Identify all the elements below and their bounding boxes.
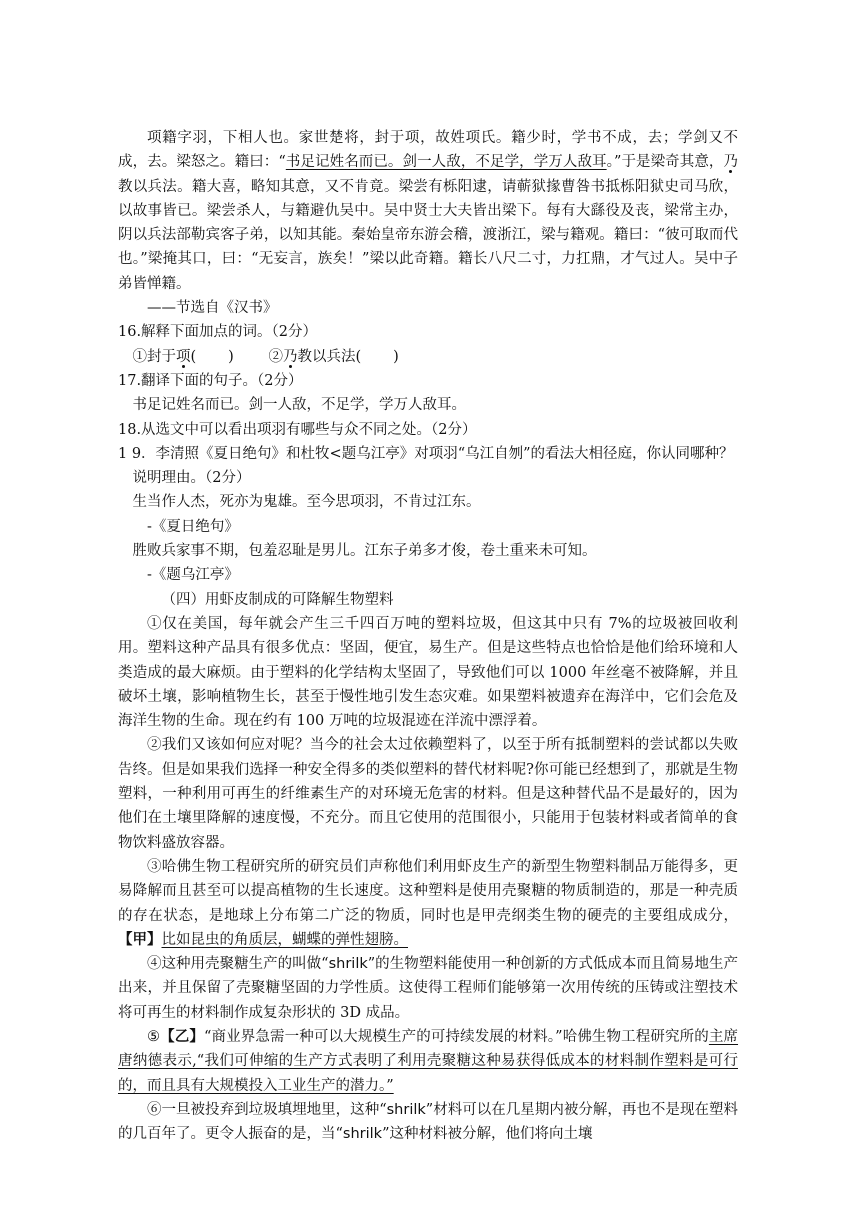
question-17-sentence: 书足记姓名而已。剑一人敌，不足学，学万人敌耳。 bbox=[132, 397, 466, 414]
poem-1: 生当作人杰，死亦为鬼雄。至今思项羽，不肯过江东。 bbox=[132, 494, 481, 511]
question-19: 1 9．李清照《夏日绝句》和杜牧<题乌江亭》对项羽“乌江自刎”的看法大相径庭，你认同哪种？ bbox=[118, 445, 734, 462]
poem-2-title: -《题乌江亭》 bbox=[147, 567, 239, 584]
underlined-quote: 书足记姓名而已。剑一人敌，不足学，学万人敌耳 bbox=[285, 154, 607, 171]
passage-paragraph: ③哈佛生物工程研究所的研究员们声称他们利用虾皮生产的新型生物塑料制品万能得多，更易降解而且甚至可以提高植物的生长速度。这种塑料是使用壳聚糖的物质制造的，那是一种壳质的存在状态，是地球上分布第二广泛的物质，同时也是甲壳纲类生物的硬壳的主要组成成分，【甲】比如昆虫的角质层，蝴蝶的弹性翅膀。 bbox=[118, 858, 738, 948]
section-heading: （四）用虾皮制成的可降解生物塑料 bbox=[161, 591, 394, 608]
passage-source: ——节选自《汉书》 bbox=[147, 300, 278, 317]
question-19-reason: 说明理由。（2分） bbox=[132, 470, 251, 487]
marker-jia: 【甲】 bbox=[118, 930, 162, 948]
dotted-word: 乃 bbox=[723, 154, 739, 171]
marker-yi: 【乙】 bbox=[160, 1027, 204, 1045]
dotted-word: 乃 bbox=[283, 348, 298, 365]
passage-paragraph: 项籍字羽，下相人也。家世楚将，封于项，故姓项氏。籍少时，学书不成，去；学剑又不成，去。梁怒之。籍曰：“书足记姓名而已。剑一人敌，不足学，学万人敌耳。”于是梁奇其意，乃教以兵法。籍大喜，略知其意，又不肯竟。梁尝有栎阳逮，请蕲狱掾曹咎书抵栎阳狱史司马欣，以故事皆已。梁尝杀人，与籍避仇吴中。吴中贤士大夫皆出梁下。每有大繇役及丧，梁常主办，阴以兵法部勒宾客子弟，以知其能。秦始皇帝东游会稽，渡浙江，梁与籍观。籍曰：“彼可取而代也。”梁掩其口，曰：“无妄言，族矣！”梁以此奇籍。籍长八尺二寸，力扛鼎，才气过人。吴中子弟皆惮籍。 bbox=[118, 130, 739, 292]
question-18: 18.从选文中可以看出项羽有哪些与众不同之处。（2分） bbox=[118, 421, 477, 438]
dotted-word: 项 bbox=[176, 348, 191, 365]
passage-paragraph: ②我们又该如何应对呢？当今的社会太过依赖塑料了，以至于所有抵制塑料的尝试都以失败告终。但是如果我们选择一种安全得多的类似塑料的替代材料呢?你可能已经想到了，那就是生物塑料，一种利用可再生的纤维素生产的对环境无危害的材料。但是这种替代品不是最好的，因为他们在土壤里降解的速度慢，不充分。而且它使用的范围很小，只能用于包装材料或者简单的食物饮料盛放容器。 bbox=[118, 737, 738, 851]
question-17: 17.翻译下面的句子。（2分） bbox=[118, 372, 303, 389]
passage-paragraph: ④这种用壳聚糖生产的叫做“shrilk”的生物塑料能使用一种创新的方式低成本而且简易地生产出来，并且保留了壳聚糖坚固的力学性质。这使得工程师们能够第一次用传统的压铸或注塑技术将可再生的材料制作成复杂形状的 3D 成品。 bbox=[118, 956, 738, 1021]
question-16-items: ①封于项( ) ②乃教以兵法( ) bbox=[132, 348, 399, 365]
underlined-sentence: 主席唐纳德表示,“我们可伸缩的生产方式表明了利用壳聚糖这种易获得低成本的材料制作塑料是可行的，而且具有大规模投入工业生产的潜力。” bbox=[118, 1028, 739, 1094]
document-page bbox=[118, 126, 738, 1146]
passage-paragraph: ⑤【乙】“商业界急需一种可以大规模生产的可持续发展的材料。”哈佛生物工程研究所的主席唐纳德表示,“我们可伸缩的生产方式表明了利用壳聚糖这种易获得低成本的材料制作塑料是可行的，而且具有大规模投入工业生产的潜力。” bbox=[118, 1027, 739, 1094]
passage-paragraph: ①仅在美国，每年就会产生三千四百万吨的塑料垃圾，但这其中只有 7%的垃圾被回收利用。塑料这种产品具有很多优点：坚固，便宜，易生产。但是这些特点也恰恰是他们给环境和人类造成的最大麻烦。由于塑料的化学结构太坚固了，导致他们可以 1000 年丝毫不被降解，并且破坏土壤，影响植物生长，甚至于慢性地引发生态灾难。如果塑料被遗弃在海洋中，它们会危及海洋生物的生命。现在约有 100 万吨的垃圾混迹在洋流中漂浮着。 bbox=[118, 615, 738, 730]
poem-1-title: -《夏日绝句》 bbox=[147, 518, 239, 535]
underlined-sentence: 比如昆虫的角质层，蝴蝶的弹性翅膀。 bbox=[161, 931, 408, 948]
poem-2: 胜败兵家事不期，包羞忍耻是男儿。江东子弟多才俊，卷土重来未可知。 bbox=[132, 543, 597, 560]
question-16: 16.解释下面加点的词。（2分） bbox=[118, 324, 318, 341]
passage-paragraph: ⑥一旦被投弃到垃圾填埋地里，这种“shrilk”材料可以在几星期内被分解，再也不是现在塑料的几百年了。更令人振奋的是，当“shrilk”这种材料被分解，他们将向土壤 bbox=[118, 1101, 738, 1143]
